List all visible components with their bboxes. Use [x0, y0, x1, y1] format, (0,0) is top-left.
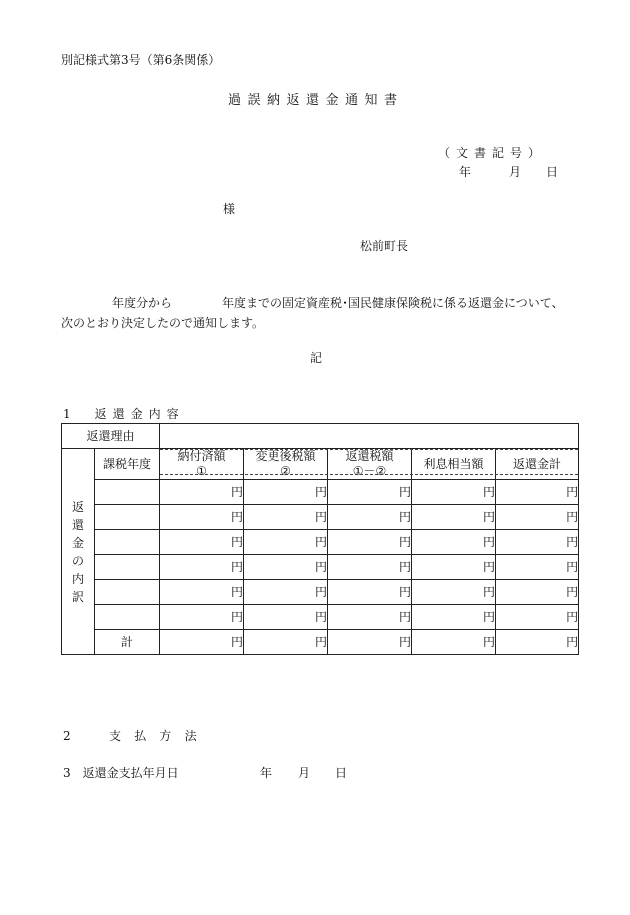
date-day-label: 日 — [546, 165, 559, 179]
table-row — [62, 530, 579, 555]
reason-row — [62, 424, 579, 449]
changed-cell[interactable]: 円 — [244, 530, 328, 555]
reason-dashed-line — [160, 449, 578, 450]
addressee-suffix: 様 — [223, 202, 236, 216]
ki-label: 記 — [310, 351, 323, 365]
table-row — [62, 580, 579, 605]
total-cell[interactable]: 円 — [496, 505, 579, 530]
section3-heading: 3 返還金支払年月日 — [63, 766, 179, 780]
col-header-changed: 変更後税額 ② — [244, 449, 328, 480]
refund-cell[interactable]: 円 — [328, 580, 412, 605]
refund-cell[interactable]: 円 — [328, 555, 412, 580]
year-cell[interactable] — [95, 605, 160, 630]
refund-table — [61, 423, 579, 655]
changed-cell[interactable]: 円 — [244, 480, 328, 505]
interest-cell[interactable]: 円 — [412, 530, 496, 555]
paid-cell[interactable]: 円 — [160, 505, 244, 530]
document-title: 過誤納返還金通知書 — [228, 93, 404, 108]
changed-cell[interactable]: 円 — [244, 580, 328, 605]
section1-heading: 1 返還金内容 — [63, 407, 185, 421]
table-row — [62, 505, 579, 530]
body-text-year-to: 年度までの固定資産税･国民健康保険税に係る返還金について、 — [222, 296, 564, 310]
date-month-label: 月 — [509, 165, 522, 179]
grand-total-cell[interactable]: 円 — [496, 630, 579, 655]
payment-year-label: 年 — [260, 766, 273, 780]
form-label: 別記様式第3号（第6条関係） — [61, 53, 221, 67]
body-text-line2: 次のとおり決定したので通知します。 — [61, 316, 265, 330]
table-total-row — [62, 630, 579, 655]
changed-cell[interactable]: 円 — [244, 555, 328, 580]
year-cell[interactable] — [95, 530, 160, 555]
col-header-interest: 利息相当額 — [412, 449, 496, 480]
total-cell[interactable]: 円 — [496, 530, 579, 555]
paid-cell[interactable]: 円 — [160, 530, 244, 555]
paid-cell[interactable]: 円 — [160, 555, 244, 580]
paid-cell[interactable]: 円 — [160, 605, 244, 630]
table-row — [62, 555, 579, 580]
paid-cell[interactable]: 円 — [160, 480, 244, 505]
paid-cell[interactable]: 円 — [160, 580, 244, 605]
total-cell[interactable]: 円 — [496, 605, 579, 630]
body-text-year-from: 年度分から — [112, 296, 173, 310]
interest-cell[interactable]: 円 — [412, 555, 496, 580]
year-cell[interactable] — [95, 480, 160, 505]
paid-total-cell[interactable]: 円 — [160, 630, 244, 655]
reason-dashed-line — [160, 474, 578, 475]
sender-name: 松前町長 — [360, 239, 409, 253]
refund-cell[interactable]: 円 — [328, 480, 412, 505]
reason-field[interactable] — [160, 424, 579, 449]
changed-cell[interactable]: 円 — [244, 605, 328, 630]
col-header-year: 課税年度 — [95, 449, 160, 480]
refund-cell[interactable]: 円 — [328, 530, 412, 555]
refund-total-cell[interactable]: 円 — [328, 630, 412, 655]
date-year-label: 年 — [459, 165, 472, 179]
interest-cell[interactable]: 円 — [412, 605, 496, 630]
changed-total-cell[interactable]: 円 — [244, 630, 328, 655]
total-cell[interactable]: 円 — [496, 480, 579, 505]
col-header-refund: 返還税額 ①－② — [328, 449, 412, 480]
year-cell[interactable] — [95, 580, 160, 605]
year-cell[interactable] — [95, 555, 160, 580]
interest-cell[interactable]: 円 — [412, 580, 496, 605]
table-row — [62, 480, 579, 505]
refund-cell[interactable]: 円 — [328, 505, 412, 530]
table-row — [62, 605, 579, 630]
section2-heading: 2 支払方法 — [63, 729, 210, 743]
col-header-total: 返還金計 — [496, 449, 579, 480]
breakdown-label: 返 還 金 の 内 訳 — [62, 449, 95, 655]
changed-cell[interactable]: 円 — [244, 505, 328, 530]
total-cell[interactable]: 円 — [496, 580, 579, 605]
interest-total-cell[interactable]: 円 — [412, 630, 496, 655]
reason-label: 返還理由 — [62, 424, 160, 449]
total-row-label: 計 — [95, 630, 160, 655]
payment-month-label: 月 — [298, 766, 311, 780]
year-cell[interactable] — [95, 505, 160, 530]
total-cell[interactable]: 円 — [496, 555, 579, 580]
interest-cell[interactable]: 円 — [412, 480, 496, 505]
interest-cell[interactable]: 円 — [412, 505, 496, 530]
document-number-label: （文書記号） — [438, 146, 547, 160]
payment-day-label: 日 — [335, 766, 348, 780]
refund-cell[interactable]: 円 — [328, 605, 412, 630]
col-header-paid: 納付済額 ① — [160, 449, 244, 480]
